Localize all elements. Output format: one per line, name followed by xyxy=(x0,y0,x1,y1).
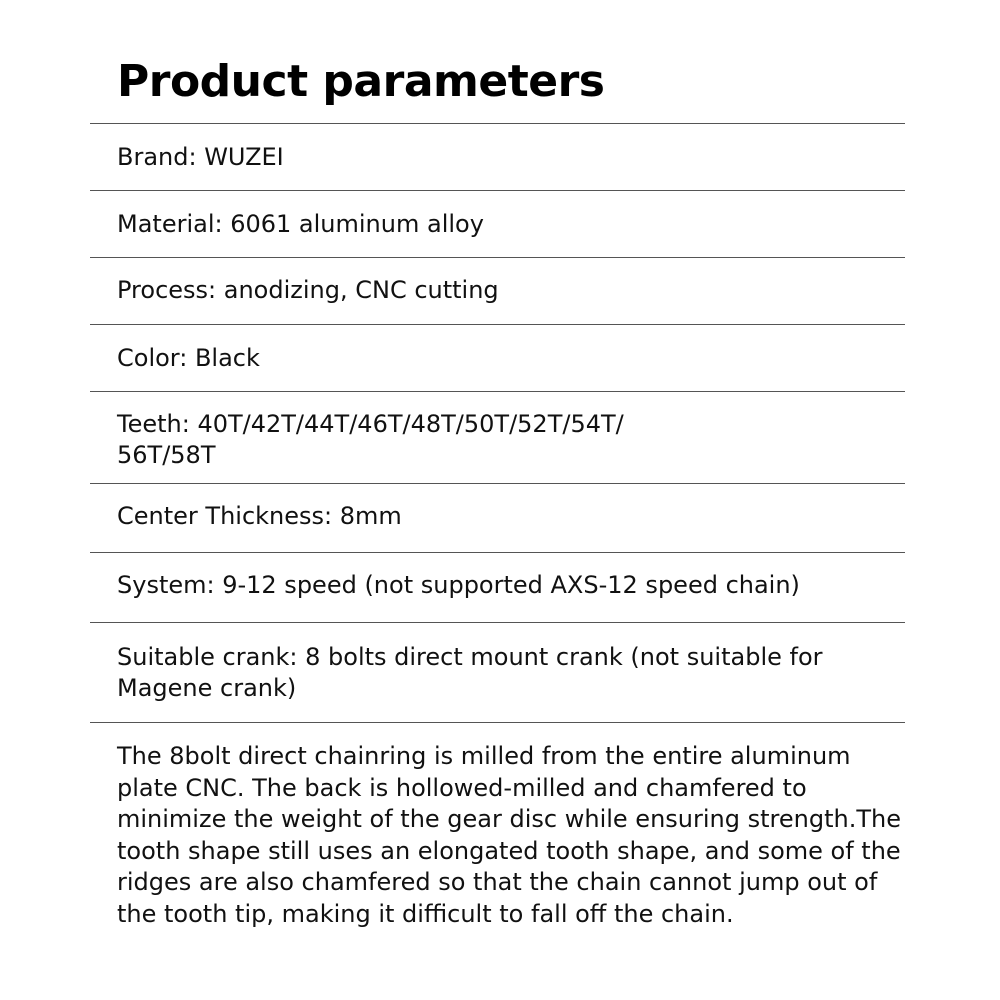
divider xyxy=(90,391,905,392)
divider xyxy=(90,257,905,258)
product-description: The 8bolt direct chainring is milled from the entire aluminum plate CNC. The back is hollowed-milled and chamfered to minimize the weight of the gear disc while ensuring strength.The tooth shape still uses an elongated tooth shape, and some of the ridges are also chamfered so that the chain cannot jump out of the tooth tip, making it difficult to fall off the chain. xyxy=(117,742,901,928)
divider xyxy=(90,324,905,325)
param-process xyxy=(117,275,907,306)
param-center-thickness xyxy=(117,501,907,532)
param-material-text: Material: 6061 aluminum alloy xyxy=(117,210,484,238)
divider xyxy=(90,190,905,191)
param-color-text: Color: Black xyxy=(117,344,260,372)
param-system-text: System: 9-12 speed (not supported AXS-12 speed chain) xyxy=(117,571,800,599)
divider xyxy=(90,722,905,723)
divider xyxy=(90,123,905,124)
param-process-text: Process: anodizing, CNC cutting xyxy=(117,276,499,304)
divider xyxy=(90,552,905,553)
param-teeth xyxy=(117,409,907,471)
param-color xyxy=(117,343,907,374)
param-suitable-crank xyxy=(117,642,907,704)
page-title: Product parameters xyxy=(117,56,605,107)
param-center-thickness-text: Center Thickness: 8mm xyxy=(117,502,402,530)
param-brand xyxy=(117,142,907,173)
param-material xyxy=(117,209,907,240)
param-teeth-text: Teeth: 40T/42T/44T/46T/48T/50T/52T/54T/ 56T/58T xyxy=(117,410,624,469)
param-suitable-crank-text: Suitable crank: 8 bolts direct mount crank (not suitable for Magene crank) xyxy=(117,643,823,702)
divider xyxy=(90,483,905,484)
divider xyxy=(90,622,905,623)
param-system xyxy=(117,570,907,601)
param-brand-text: Brand: WUZEI xyxy=(117,143,284,171)
